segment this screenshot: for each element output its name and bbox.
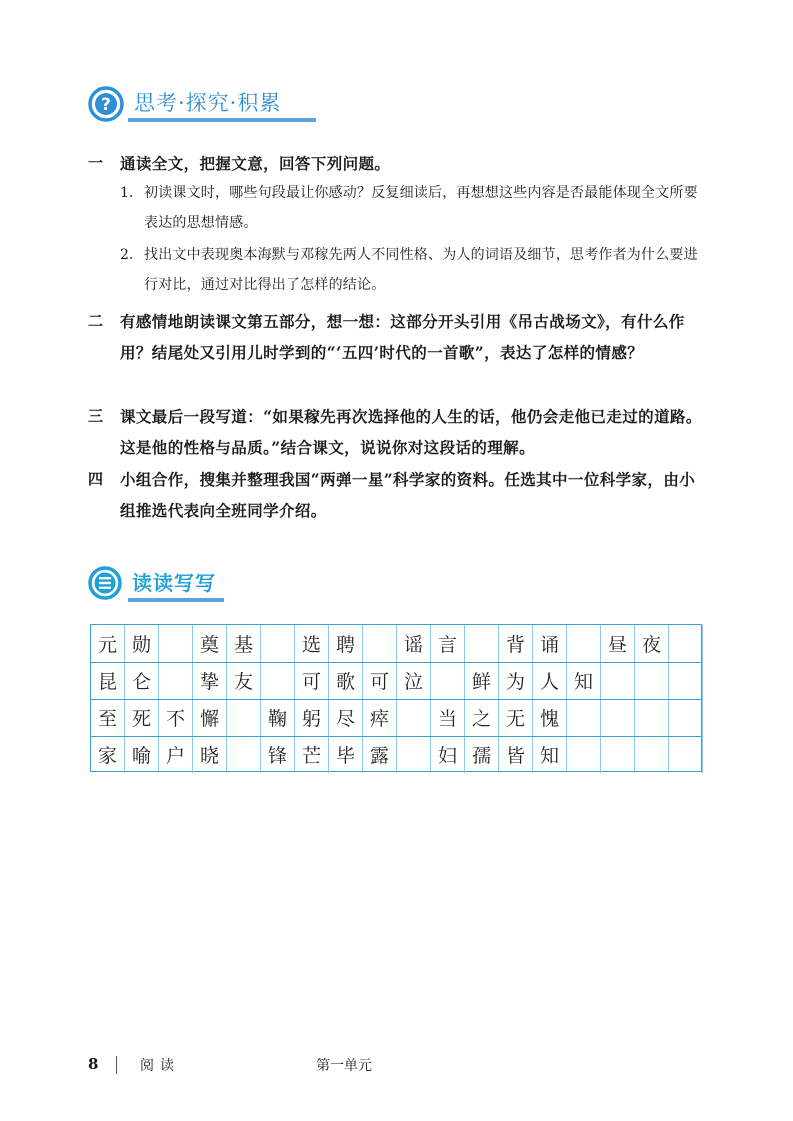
grid-cell	[363, 625, 397, 662]
title-underline	[128, 118, 316, 122]
grid-cell	[703, 662, 737, 699]
grid-row	[91, 699, 701, 736]
grid-cell: 基	[227, 625, 261, 662]
question-number: 二	[88, 312, 104, 330]
question-number: 四	[88, 470, 104, 488]
grid-cell	[567, 736, 601, 773]
grid-cell	[703, 736, 737, 773]
grid-row-divider	[91, 699, 701, 700]
grid-cell: 死	[125, 699, 159, 736]
sub-question-1-1	[120, 178, 710, 238]
grid-cell	[465, 625, 499, 662]
grid-cell: 鞠	[261, 699, 295, 736]
grid-cell: 知	[533, 736, 567, 773]
grid-cell: 至	[91, 699, 125, 736]
grid-cell	[567, 699, 601, 736]
grid-cell: 昆	[91, 662, 125, 699]
grid-cell	[669, 736, 703, 773]
title-underline	[128, 598, 224, 602]
grid-cell	[601, 736, 635, 773]
grid-cell: 户	[159, 736, 193, 773]
grid-cell: 可	[295, 662, 329, 699]
question-text: 有感情地朗读课文第五部分，想一想：这部分开头引用《吊古战场文》，有什么作用？结尾处又引用儿时学到的“‘五四’时代的一首歌”，表达了怎样的情感？	[120, 312, 685, 362]
grid-cell: 懈	[193, 699, 227, 736]
grid-cell	[601, 662, 635, 699]
grid-cell	[669, 662, 703, 699]
grid-cell	[601, 699, 635, 736]
grid-cell: 孺	[465, 736, 499, 773]
grid-cell	[635, 699, 669, 736]
grid-cell: 毕	[329, 736, 363, 773]
question-text: 课文最后一段写道：“如果稼先再次选择他的人生的话，他仍会走他已走过的道路。这是他的性格与品质。”结合课文，说说你对这段话的理解。	[120, 407, 702, 457]
grid-cell: 无	[499, 699, 533, 736]
grid-cell: 鲜	[465, 662, 499, 699]
grid-cell: 知	[567, 662, 601, 699]
grid-cell: 挚	[193, 662, 227, 699]
grid-cell	[227, 699, 261, 736]
grid-cell: 可	[363, 662, 397, 699]
grid-cell	[669, 625, 703, 662]
grid-cell: 为	[499, 662, 533, 699]
grid-row	[91, 736, 701, 773]
section-title: 读读写写	[132, 571, 216, 595]
grid-cell: 当	[431, 699, 465, 736]
sub-question-text: 找出文中表现奥本海默与邓稼先两人不同性格、为人的词语及细节，思考作者为什么要进行对比，通过对比得出了怎样的结论。	[144, 247, 698, 293]
grid-cell	[261, 662, 295, 699]
grid-cell: 仑	[125, 662, 159, 699]
grid-cell: 露	[363, 736, 397, 773]
page-footer	[88, 1055, 488, 1079]
section-header-read-write	[88, 565, 288, 609]
grid-cell: 家	[91, 736, 125, 773]
grid-cell: 之	[465, 699, 499, 736]
grid-cell	[635, 662, 669, 699]
grid-cell	[431, 662, 465, 699]
grid-cell: 元	[91, 625, 125, 662]
grid-cell	[227, 736, 261, 773]
grid-cell: 昼	[601, 625, 635, 662]
section-title: 思考·探究·积累	[134, 91, 282, 115]
question-circle-icon	[88, 86, 124, 122]
grid-cell: 晓	[193, 736, 227, 773]
grid-cell	[397, 699, 431, 736]
question-3	[88, 401, 708, 463]
grid-cell: 选	[295, 625, 329, 662]
svg-text:?: ?	[101, 95, 111, 115]
grid-row-divider	[91, 662, 701, 663]
grid-cell: 妇	[431, 736, 465, 773]
grid-cell: 背	[499, 625, 533, 662]
list-circle-icon	[88, 566, 122, 600]
page-number: 8	[88, 1055, 99, 1073]
question-4	[88, 464, 708, 526]
footer-section-label: 阅读	[140, 1058, 180, 1074]
grid-cell	[703, 699, 737, 736]
grid-row-divider	[91, 736, 701, 737]
grid-row	[91, 625, 701, 662]
grid-cell: 尽	[329, 699, 363, 736]
grid-cell: 愧	[533, 699, 567, 736]
footer-divider	[116, 1056, 117, 1074]
grid-cell: 锋	[261, 736, 295, 773]
question-2	[88, 306, 708, 368]
section-header-think-explore	[88, 84, 328, 128]
sub-question-number: 1.	[120, 185, 134, 201]
grid-cell	[261, 625, 295, 662]
grid-cell: 皆	[499, 736, 533, 773]
grid-cell: 喻	[125, 736, 159, 773]
grid-cell	[635, 736, 669, 773]
grid-cell: 友	[227, 662, 261, 699]
sub-question-number: 2.	[120, 247, 134, 263]
grid-cell: 泣	[397, 662, 431, 699]
grid-cell: 躬	[295, 699, 329, 736]
question-number: 一	[88, 154, 104, 172]
grid-cell: 歌	[329, 662, 363, 699]
sub-question-1-2	[120, 240, 710, 300]
sub-question-text: 初读课文时，哪些句段最让你感动？反复细读后，再想想这些内容是否最能体现全文所要表达的思想情感。	[144, 185, 698, 231]
question-number: 三	[88, 407, 104, 425]
grid-cell: 奠	[193, 625, 227, 662]
grid-cell: 聘	[329, 625, 363, 662]
grid-cell: 诵	[533, 625, 567, 662]
grid-cell: 夜	[635, 625, 669, 662]
grid-cell	[397, 736, 431, 773]
grid-cell	[567, 625, 601, 662]
question-1	[88, 148, 708, 179]
grid-cell: 不	[159, 699, 193, 736]
grid-cell: 瘁	[363, 699, 397, 736]
question-text: 通读全文，把握文意，回答下列问题。	[120, 154, 391, 173]
question-text: 小组合作，搜集并整理我国“两弹一星”科学家的资料。任选其中一位科学家，由小组推选代表向全班同学介绍。	[120, 470, 696, 520]
grid-cell	[669, 699, 703, 736]
grid-cell	[703, 625, 737, 662]
vocabulary-grid	[90, 624, 702, 772]
grid-cell: 谣	[397, 625, 431, 662]
grid-cell: 勋	[125, 625, 159, 662]
grid-cell	[159, 625, 193, 662]
grid-cell: 人	[533, 662, 567, 699]
grid-cell: 芒	[295, 736, 329, 773]
grid-cell	[159, 662, 193, 699]
grid-row	[91, 662, 701, 699]
grid-cell: 言	[431, 625, 465, 662]
footer-unit-label: 第一单元	[316, 1058, 372, 1074]
